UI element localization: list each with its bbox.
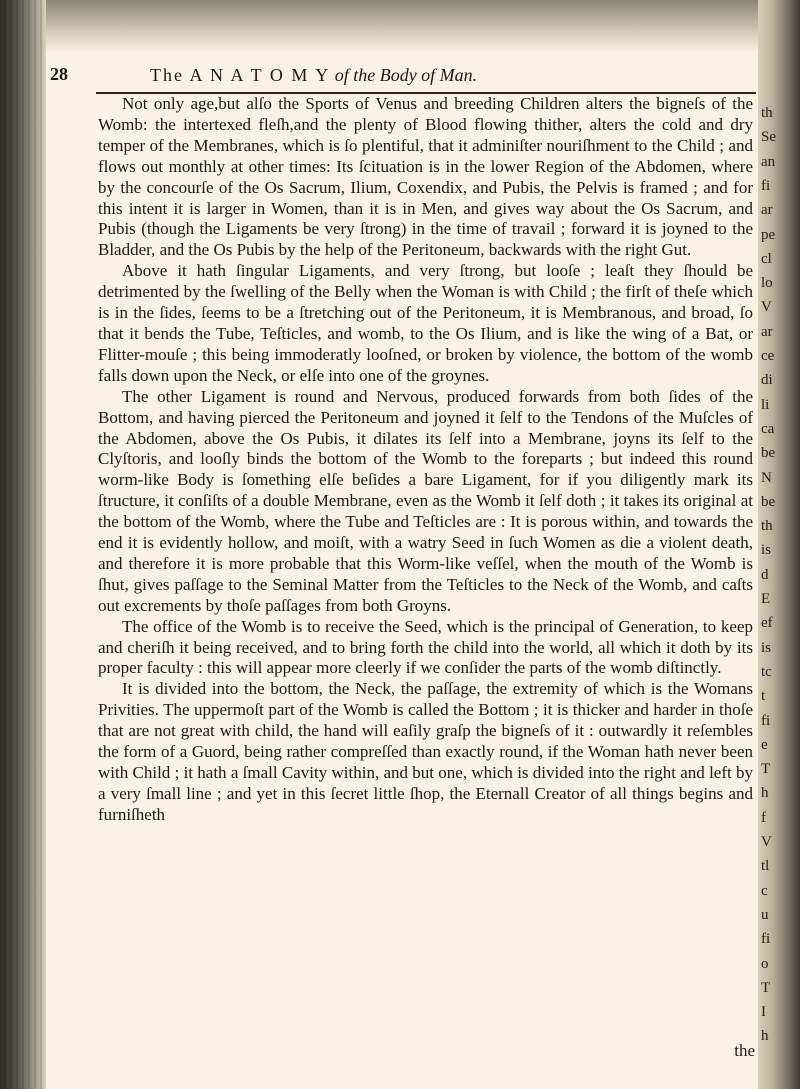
page-edge-lines	[0, 0, 46, 1089]
margin-fragment: ar	[761, 323, 773, 340]
paragraph-5: It is divided into the bottom, the Neck, the paſſage, the extremity of which is the Womans Privities. The uppermoſt part of the Womb is called the Bottom ; it is thicker and harder in thoſe that are not great with child, the hand will eaſily graſp the bigneſs of it : outwardly it reſembles the form of a Guord, being rather compreſſed than exactly round, if the Woman hath never been with Child ; it hath a ſmall Cavity within, and but one, which is divided into the right and left by a very ſmall line ; and yet in this ſecret little ſhop, the Eternall Creator of all things begins and furniſheth	[98, 679, 753, 824]
margin-fragment: pe	[761, 226, 776, 243]
margin-fragment: t	[761, 688, 766, 705]
margin-fragment: di	[761, 372, 773, 389]
margin-fragment: ca	[761, 420, 775, 437]
margin-fragment: an	[761, 153, 776, 170]
margin-fragment: V	[761, 834, 772, 850]
margin-fragment: h	[761, 785, 769, 802]
margin-fragment: e	[761, 736, 768, 753]
margin-fragment: th	[761, 518, 773, 535]
paragraph-2: Above it hath ſingular Ligaments, and very ſtrong, but looſe ; leaſt they ſhould be detrimented by the ſwelling of the Belly when the Woman is with Child ; the firſt of theſe which is in the ſides, ſeems to be a ſtretching out of the Peritoneum, it is Membranous, and broad, ſo that it bends the Tube, Teſticles, and womb, to the Os Ilium, and is like the wing of a Bat, or Flitter-mouſe ; this being immoderatly looſned, or broken by violence, the bottom of the womb falls down upon the Neck, or elſe into one of the groynes.	[98, 261, 753, 385]
margin-fragment: tc	[761, 663, 772, 680]
margin-fragment: T	[761, 979, 771, 996]
margin-fragment: E	[761, 591, 771, 607]
book-gutter-edge	[0, 0, 46, 1089]
margin-fragment: T	[761, 761, 771, 778]
margin-fragment: u	[761, 906, 769, 923]
paragraph-4: The office of the Womb is to receive the Seed, which is the principal of Generation, to keep and cheriſh it being received, and to bring forth the child into the world, all which it doth by its proper faculty : this will appear more cleerly if we conſider the parts of the womb diſtinctly.	[98, 616, 753, 678]
running-head-subtitle: of the Body of Man.	[334, 65, 478, 85]
margin-fragment: c	[761, 882, 768, 899]
margin-fragment: lo	[761, 275, 773, 292]
margin-fragment: fi	[761, 712, 771, 729]
margin-fragment: d	[761, 566, 769, 583]
margin-fragment: fi	[761, 931, 771, 948]
margin-fragment: f	[761, 809, 766, 826]
margin-fragment: I	[761, 1004, 766, 1021]
margin-fragment: o	[761, 955, 769, 972]
margin-fragment: N	[761, 469, 772, 486]
page-number: 28	[50, 64, 68, 84]
margin-fragment: th	[761, 105, 773, 121]
running-head-title: The A N A T O M Y	[150, 65, 331, 85]
margin-fragment: cl	[761, 250, 772, 267]
margin-fragment: is	[761, 542, 772, 559]
running-head	[150, 65, 670, 86]
paragraph-3: The other Ligament is round and Nervous, produced forwards from both ſides of the Bottom, and having pierced the Peritoneum and joyned it ſelf to the Tendons of the Muſcles of the Abdomen, above the Os Pubis, it dilates its ſelf into a Membrane, joyns its ſelf to the Clyſtoris, and looſly binds the bottom of the Womb to the foreparts ; but indeed this round worm-like Body is ſomething elſe beſides a bare Ligament, for if you diligently mark its ſtructure, it conſiſts of a double Membrane, even as the Womb it ſelf doth ; it takes its original at the bottom of the Womb, where the Tube and Teſticles are : It is porous within, and towards the end it is evidently hollow, and moiſt, with a watry Seed in ſuch Women as die a violent death, and therefore it is more probable that this Worm-like veſſel, when the mouth of the Womb is ſhut, gives paſſage to the Seminal Matter from the Teſticles to the Neck of the Womb, and caſts out excrements by thoſe paſſages from both Groyns.	[98, 386, 753, 615]
catchword: the	[734, 1041, 755, 1060]
margin-fragment: fi	[761, 177, 771, 194]
page-body	[98, 94, 753, 826]
margin-fragment: be	[761, 445, 776, 462]
margin-fragment: li	[761, 396, 770, 413]
margin-fragment: tl	[761, 858, 770, 875]
margin-fragment: h	[761, 1028, 769, 1045]
margin-fragment: V	[761, 299, 772, 316]
paragraph-1: Not only age,but alſo the Sports of Venus and breeding Children alters the bigneſs of the Womb: the intertexed fleſh,and the plenty of Blood flowing thither, alters the cold and dry temper of the Membranes, which is ſo plentiful, that it adminiſter nouriſhment to the Child ; and flows out monthly at other times: Its ſcituation is in the lower Region of the Abdomen, where by the concourſe of the Os Sacrum, Ilium, Coxendix, and Pubis, the Pelvis is framed ; and for this intent it is larger in Women, than it is in Men, and gives way about the Os Sacrum, and Pubis (though the Ligaments be very ſtrong) in the time of travail ; forward it is joyned to the Bladder, and the Os Pubis by the help of the Peritoneum, backwards with the right Gut.	[98, 94, 753, 260]
margin-fragment: ar	[761, 202, 773, 219]
margin-fragment: Se	[761, 129, 776, 146]
margin-fragment: ef	[761, 615, 773, 632]
margin-fragment: is	[761, 639, 772, 656]
page-top-shadow	[46, 0, 758, 52]
margin-fragment: ce	[761, 348, 775, 364]
margin-fragment: be	[761, 493, 776, 510]
